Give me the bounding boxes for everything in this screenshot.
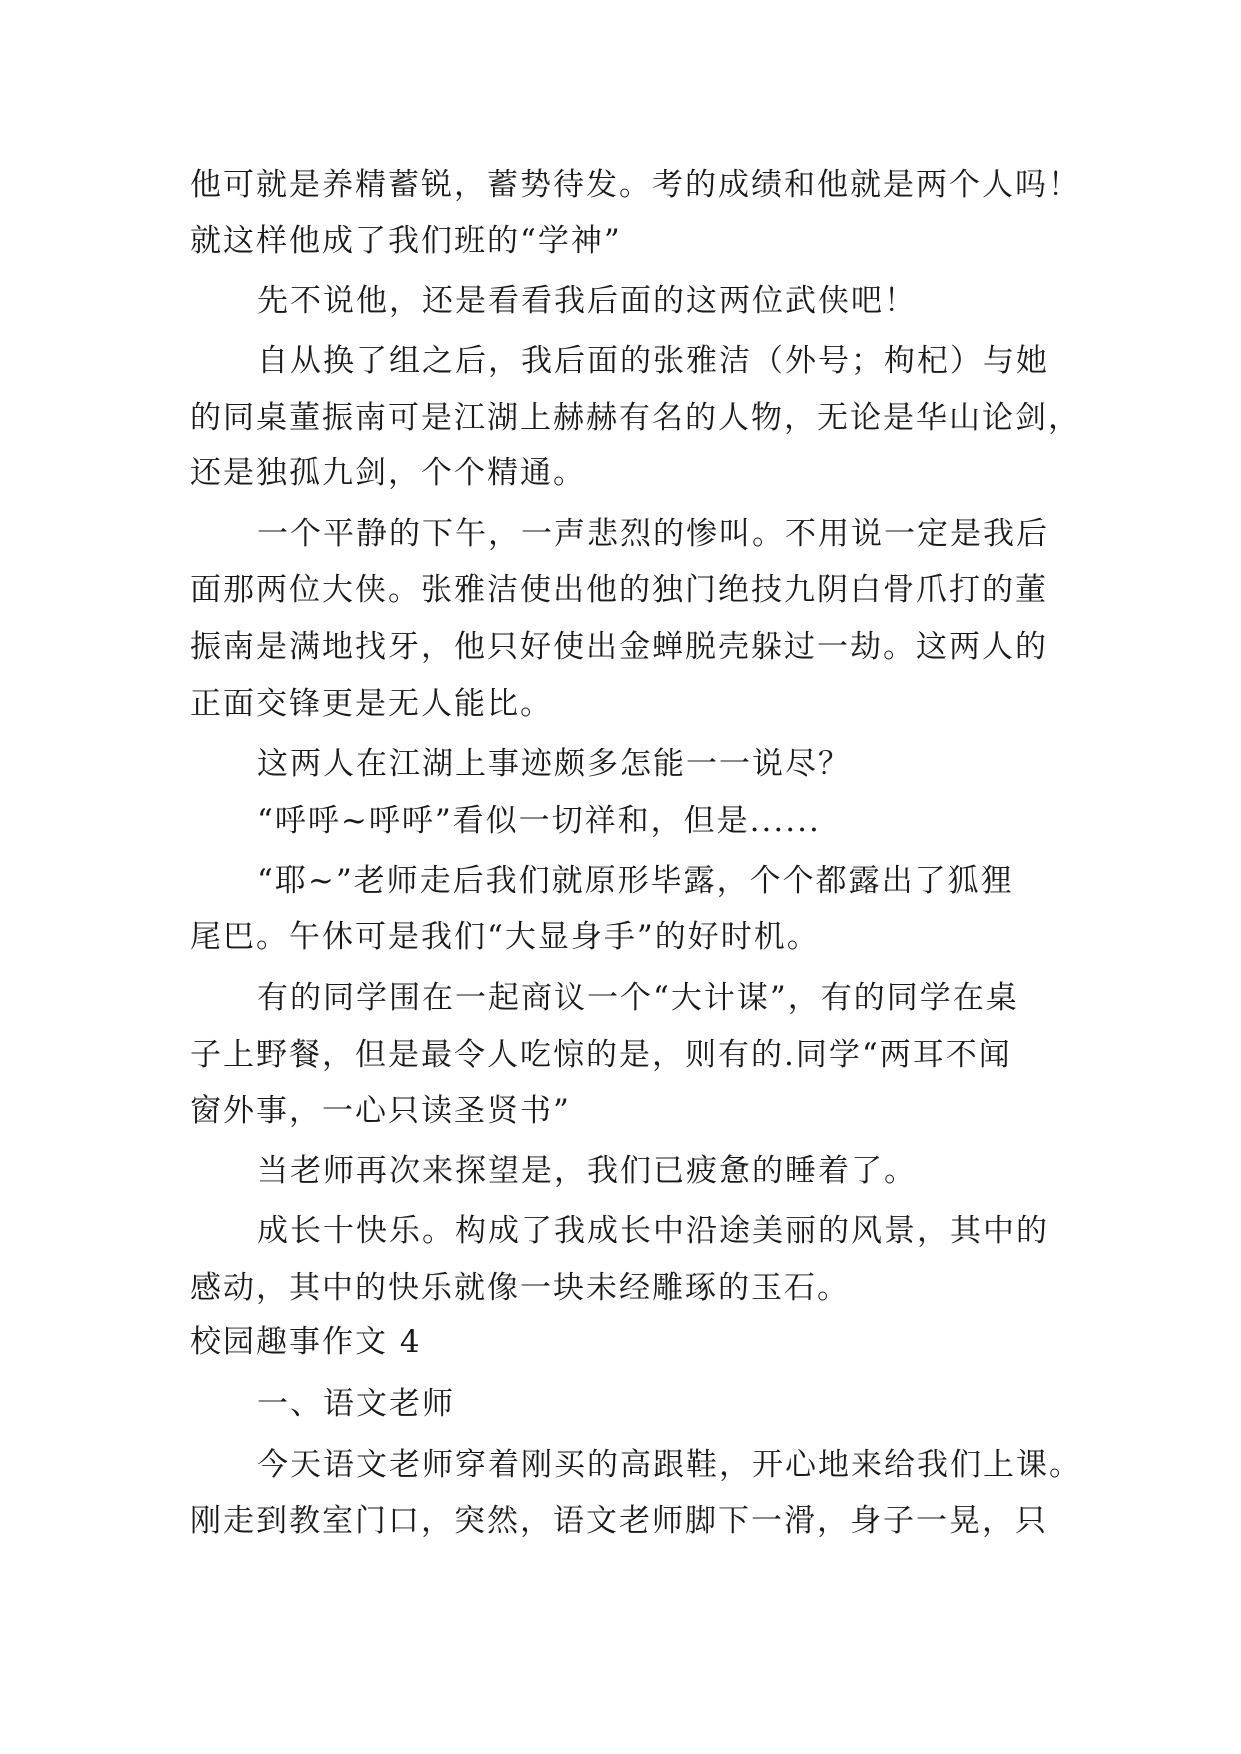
text-line: 子上野餐，但是最令人吃惊的是，则有的.同学“两耳不闻 — [190, 1037, 1012, 1073]
text-line: 还是独孤九剑，个个精通。 — [190, 455, 586, 491]
text-line: 感动，其中的快乐就像一块未经雕琢的玉石。 — [190, 1270, 850, 1306]
text-line: 面那两位大侠。张雅洁使出他的独门绝技九阴白骨爪打的董 — [190, 572, 1048, 608]
text-line: 窗外事，一心只读圣贤书” — [190, 1093, 571, 1129]
text-line: 这两人在江湖上事迹颇多怎能一一说尽？ — [257, 746, 851, 782]
text-line: 刚走到教室门口，突然，语文老师脚下一滑，身子一晃，只 — [190, 1503, 1048, 1539]
text-line: 正面交锋更是无人能比。 — [190, 686, 553, 722]
text-line: 有的同学围在一起商议一个“大计谋”，有的同学在桌 — [257, 980, 1019, 1016]
text-line: 自从换了组之后，我后面的张雅洁（外号；枸杞）与她 — [257, 343, 1049, 379]
text-line: 振南是满地找牙，他只好使出金蝉脱壳躲过一劫。这两人的 — [190, 629, 1048, 665]
text-line: 今天语文老师穿着刚买的高跟鞋，开心地来给我们上课。 — [257, 1447, 1082, 1483]
text-line: “耶~”老师走后我们就原形毕露，个个都露出了狐狸 — [257, 863, 1014, 899]
text-line: 尾巴。午休可是我们“大显身手”的好时机。 — [190, 919, 820, 955]
text-line: 成长十快乐。构成了我成长中沿途美丽的风景，其中的 — [257, 1213, 1049, 1249]
text-line: 先不说他，还是看看我后面的这两位武侠吧！ — [257, 283, 917, 319]
text-line: 一个平静的下午，一声悲烈的惨叫。不用说一定是我后 — [257, 516, 1049, 552]
text-line: 一、语文老师 — [257, 1386, 455, 1422]
text-line: 的同桌董振南可是江湖上赫赫有名的人物，无论是华山论剑， — [190, 400, 1081, 436]
text-line: “呼呼~呼呼”看似一切祥和，但是...... — [257, 803, 821, 839]
section-heading: 校园趣事作文 4 — [190, 1324, 422, 1360]
text-line: 就这样他成了我们班的“学神” — [190, 223, 622, 259]
text-line: 当老师再次来探望是，我们已疲惫的睡着了。 — [257, 1153, 917, 1189]
text-line: 他可就是养精蓄锐，蓄势待发。考的成绩和他就是两个人吗！ — [190, 167, 1081, 203]
